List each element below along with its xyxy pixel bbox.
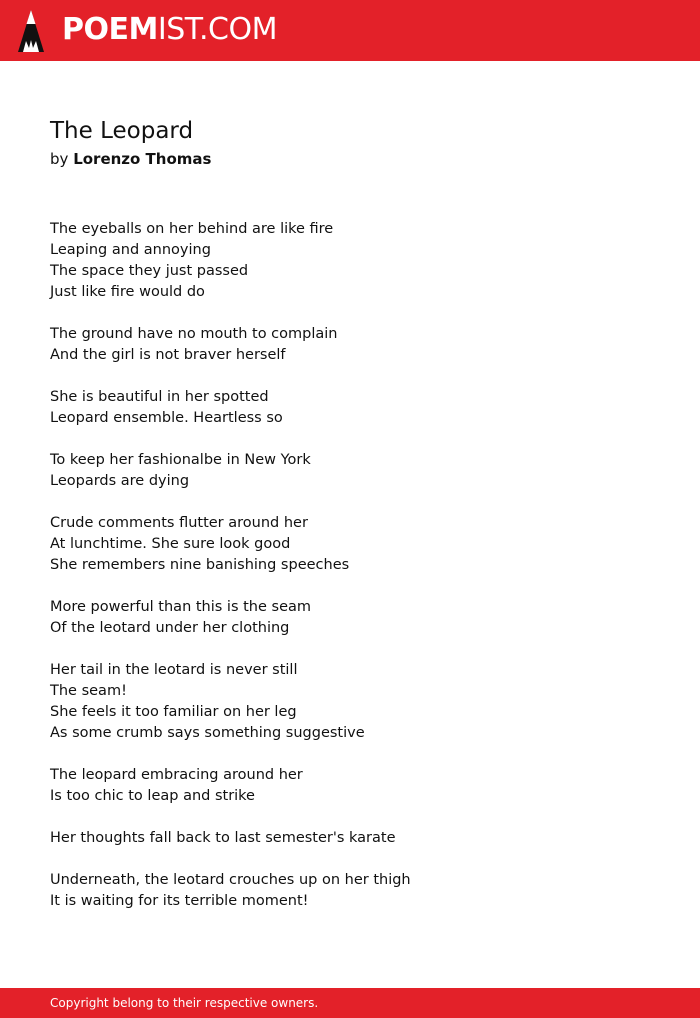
poem-line: Her tail in the leotard is never still	[50, 662, 298, 678]
by-label: by	[50, 150, 69, 168]
poem-body	[50, 219, 650, 933]
poem-line: The eyeballs on her behind are like fire	[50, 221, 334, 237]
poem-author: Lorenzo Thomas	[73, 150, 212, 168]
poem-line: Crude comments flutter around her	[50, 515, 308, 531]
poem-stanza	[50, 597, 650, 639]
poem-line: And the girl is not braver herself	[50, 347, 286, 363]
poem-byline	[50, 148, 211, 170]
poem-stanza	[50, 660, 650, 744]
poem-title: The Leopard	[50, 118, 194, 144]
site-header	[0, 0, 700, 61]
poem-line: Of the leotard under her clothing	[50, 620, 290, 636]
brand-light-text: IST.COM	[157, 12, 277, 47]
poem-line: Leaping and annoying	[50, 242, 211, 258]
poem-line: Her thoughts fall back to last semester's karate	[50, 830, 396, 846]
poem-line: Leopards are dying	[50, 473, 190, 489]
poem-stanza	[50, 870, 650, 912]
poem-stanza	[50, 828, 650, 849]
poem-stanza	[50, 219, 650, 303]
poem-line: More powerful than this is the seam	[50, 599, 312, 615]
poem-line: Underneath, the leotard crouches up on her thigh	[50, 872, 411, 888]
poem-line: She remembers nine banishing speeches	[50, 557, 350, 573]
copyright-text: Copyright belong to their respective owners.	[50, 996, 319, 1010]
poem-stanza	[50, 450, 650, 492]
poem-stanza	[50, 387, 650, 429]
poem-line: The leopard embracing around her	[50, 767, 303, 783]
poem-stanza	[50, 765, 650, 807]
poem-line: To keep her fashionalbe in New York	[50, 452, 311, 468]
poem-line: She is beautiful in her spotted	[50, 389, 269, 405]
brand-bold-text: POEM	[62, 12, 158, 47]
poem-line: She feels it too familiar on her leg	[50, 704, 297, 720]
poem-stanza	[50, 324, 650, 366]
poem-line: At lunchtime. She sure look good	[50, 536, 291, 552]
poem-line: Is too chic to leap and strike	[50, 788, 255, 804]
site-logo-text[interactable]	[62, 12, 277, 48]
pencil-icon[interactable]	[18, 10, 44, 52]
poem-line: Leopard ensemble. Heartless so	[50, 410, 283, 426]
site-footer	[0, 988, 700, 1018]
poem-line: Just like fire would do	[50, 284, 205, 300]
poem-line: It is waiting for its terrible moment!	[50, 893, 309, 909]
poem-line: The ground have no mouth to complain	[50, 326, 338, 342]
poem-line: The seam!	[50, 683, 127, 699]
poem-line: As some crumb says something suggestive	[50, 725, 365, 741]
poem-stanza	[50, 513, 650, 576]
poem-line: The space they just passed	[50, 263, 249, 279]
